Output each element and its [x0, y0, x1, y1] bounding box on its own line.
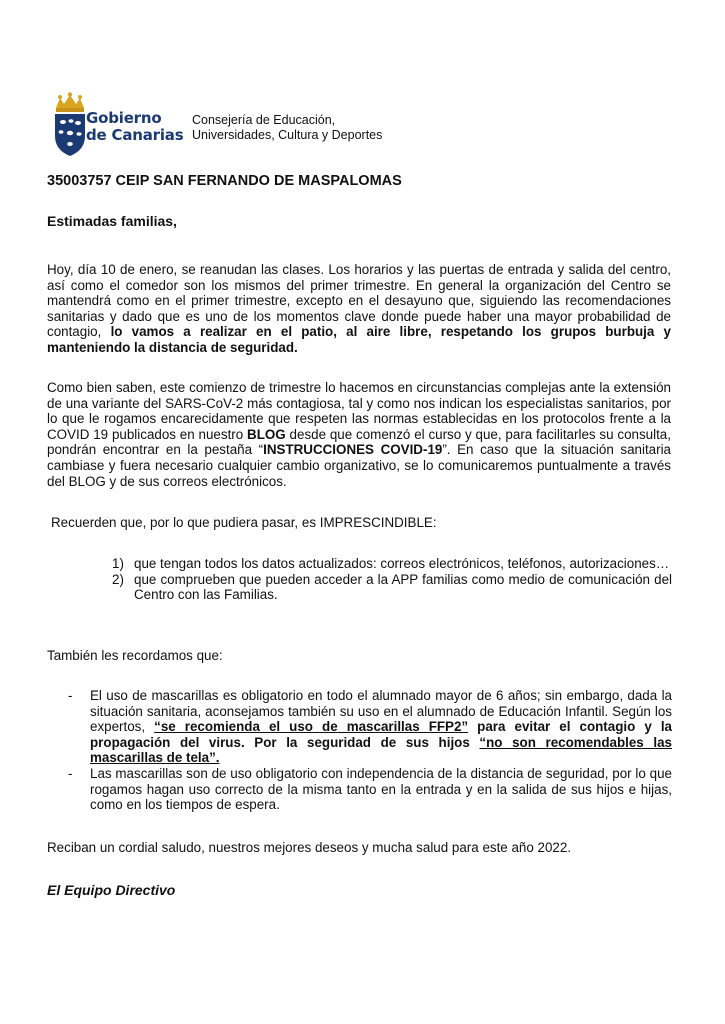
logo-line-2: de Canarias	[86, 126, 184, 144]
protocol-text-1: Como bien saben, este comienzo de trimestre lo hacemos en circunstancias complejas ante la extensión de una variante del SARS-CoV-2 más contagiosa, tal y como nos indican los especialistas sanitarios, por lo que le rogamos encarecidamente que respeten las normas establecidas en los protocolos frente a la COVID 19 publicados en nuestro	[47, 380, 671, 442]
list-item	[68, 766, 672, 813]
mask-rule-text: Las mascarillas son de uso obligatorio con independencia de la distancia de seguridad, por lo que rogamos hagan uso correcto de la misma tanto en la entrada y en la salida de sus hijos e hijas, como en los tiempos de espera.	[90, 765, 672, 813]
bullet-dash: -	[68, 688, 73, 703]
blog-reference: BLOG	[247, 426, 286, 442]
logo-wordmark	[86, 110, 183, 144]
paragraph-reopening-bold: lo vamos a realizar en el patio, al aire libre, respetando los grupos burbuja y manteniendo la distancia de seguridad.	[47, 324, 671, 355]
instructions-tab-reference: INSTRUCCIONES COVID-19	[263, 442, 443, 458]
paragraph-also-remind: También les recordamos que:	[47, 648, 223, 663]
paragraph-reopening-text: Hoy, día 10 de enero, se reanudan las clases. Los horarios y las puertas de entrada y salida del centro, así como el comedor son los mismos del primer trimestre. En general la organización del Centro se mantendrá como en el primer trimestre, excepto en el desayuno que, siguiendo las recomendaciones sanitarias y dado que es uno de los momentos clave donde puede haber una mayor probabilidad de contagio,	[47, 262, 671, 340]
department-line-1: Consejería de Educación,	[192, 113, 336, 127]
paragraph-reopening	[47, 262, 671, 356]
coat-of-arms-icon	[50, 92, 90, 158]
bullet-dash: -	[68, 765, 73, 781]
list-item	[112, 556, 672, 572]
greeting: Estimadas familias,	[47, 213, 177, 229]
mask-rules-list	[68, 688, 672, 813]
department-name	[192, 113, 382, 143]
department-line-2: Universidades, Cultura y Deportes	[192, 128, 383, 142]
paragraph-reminder: Recuerden que, por lo que pudiera pasar, es IMPRESCINDIBLE:	[51, 515, 437, 530]
list-item	[112, 572, 672, 603]
cloth-mask-warning: “no son recomendables las mascarillas de tela”.	[90, 734, 672, 766]
signature: El Equipo Directivo	[47, 882, 176, 898]
logo-line-1: Gobierno	[86, 109, 162, 127]
school-title: 35003757 CEIP SAN FERNANDO DE MASPALOMAS	[47, 173, 402, 189]
list-item	[68, 688, 672, 766]
protocol-text-3: ”. En caso que la situación sanitaria cambiase y fuera necesario cualquier cambio organizativo, se lo comunicaremos puntualmente a través del BLOG y de sus correos electrónicos.	[47, 442, 671, 489]
required-items-list	[112, 556, 672, 603]
list-item-number: 2)	[112, 571, 124, 587]
mask-rule-text: El uso de mascarillas es obligatorio en todo el alumnado mayor de 6 años; sin embargo, dada la situación sanitaria, aconsejamos también su uso en el alumnado de Educación Infantil. Según los expertos,	[90, 688, 672, 735]
paragraph-covid-protocol	[47, 380, 671, 489]
protocol-text-2: desde que comenzó el curso y que, para facilitarles su consulta, pondrán encontrar en la pestaña “	[47, 426, 671, 458]
letterhead	[50, 92, 450, 162]
ffp2-recommendation: “se recomienda el uso de mascarillas FFP2”	[154, 719, 469, 735]
list-item-text: que comprueben que pueden acceder a la APP familias como medio de comunicación del Centro con las Familias.	[134, 571, 672, 603]
list-item-text: que tengan todos los datos actualizados: correos electrónicos, teléfonos, autorizaciones…	[134, 556, 670, 571]
mask-rule-bold: para evitar el contagio y la propagación del virus. Por la seguridad de sus hijos	[90, 719, 672, 750]
list-item-number: 1)	[112, 556, 124, 571]
closing-paragraph: Reciban un cordial saludo, nuestros mejores deseos y mucha salud para este año 2022.	[47, 840, 572, 855]
